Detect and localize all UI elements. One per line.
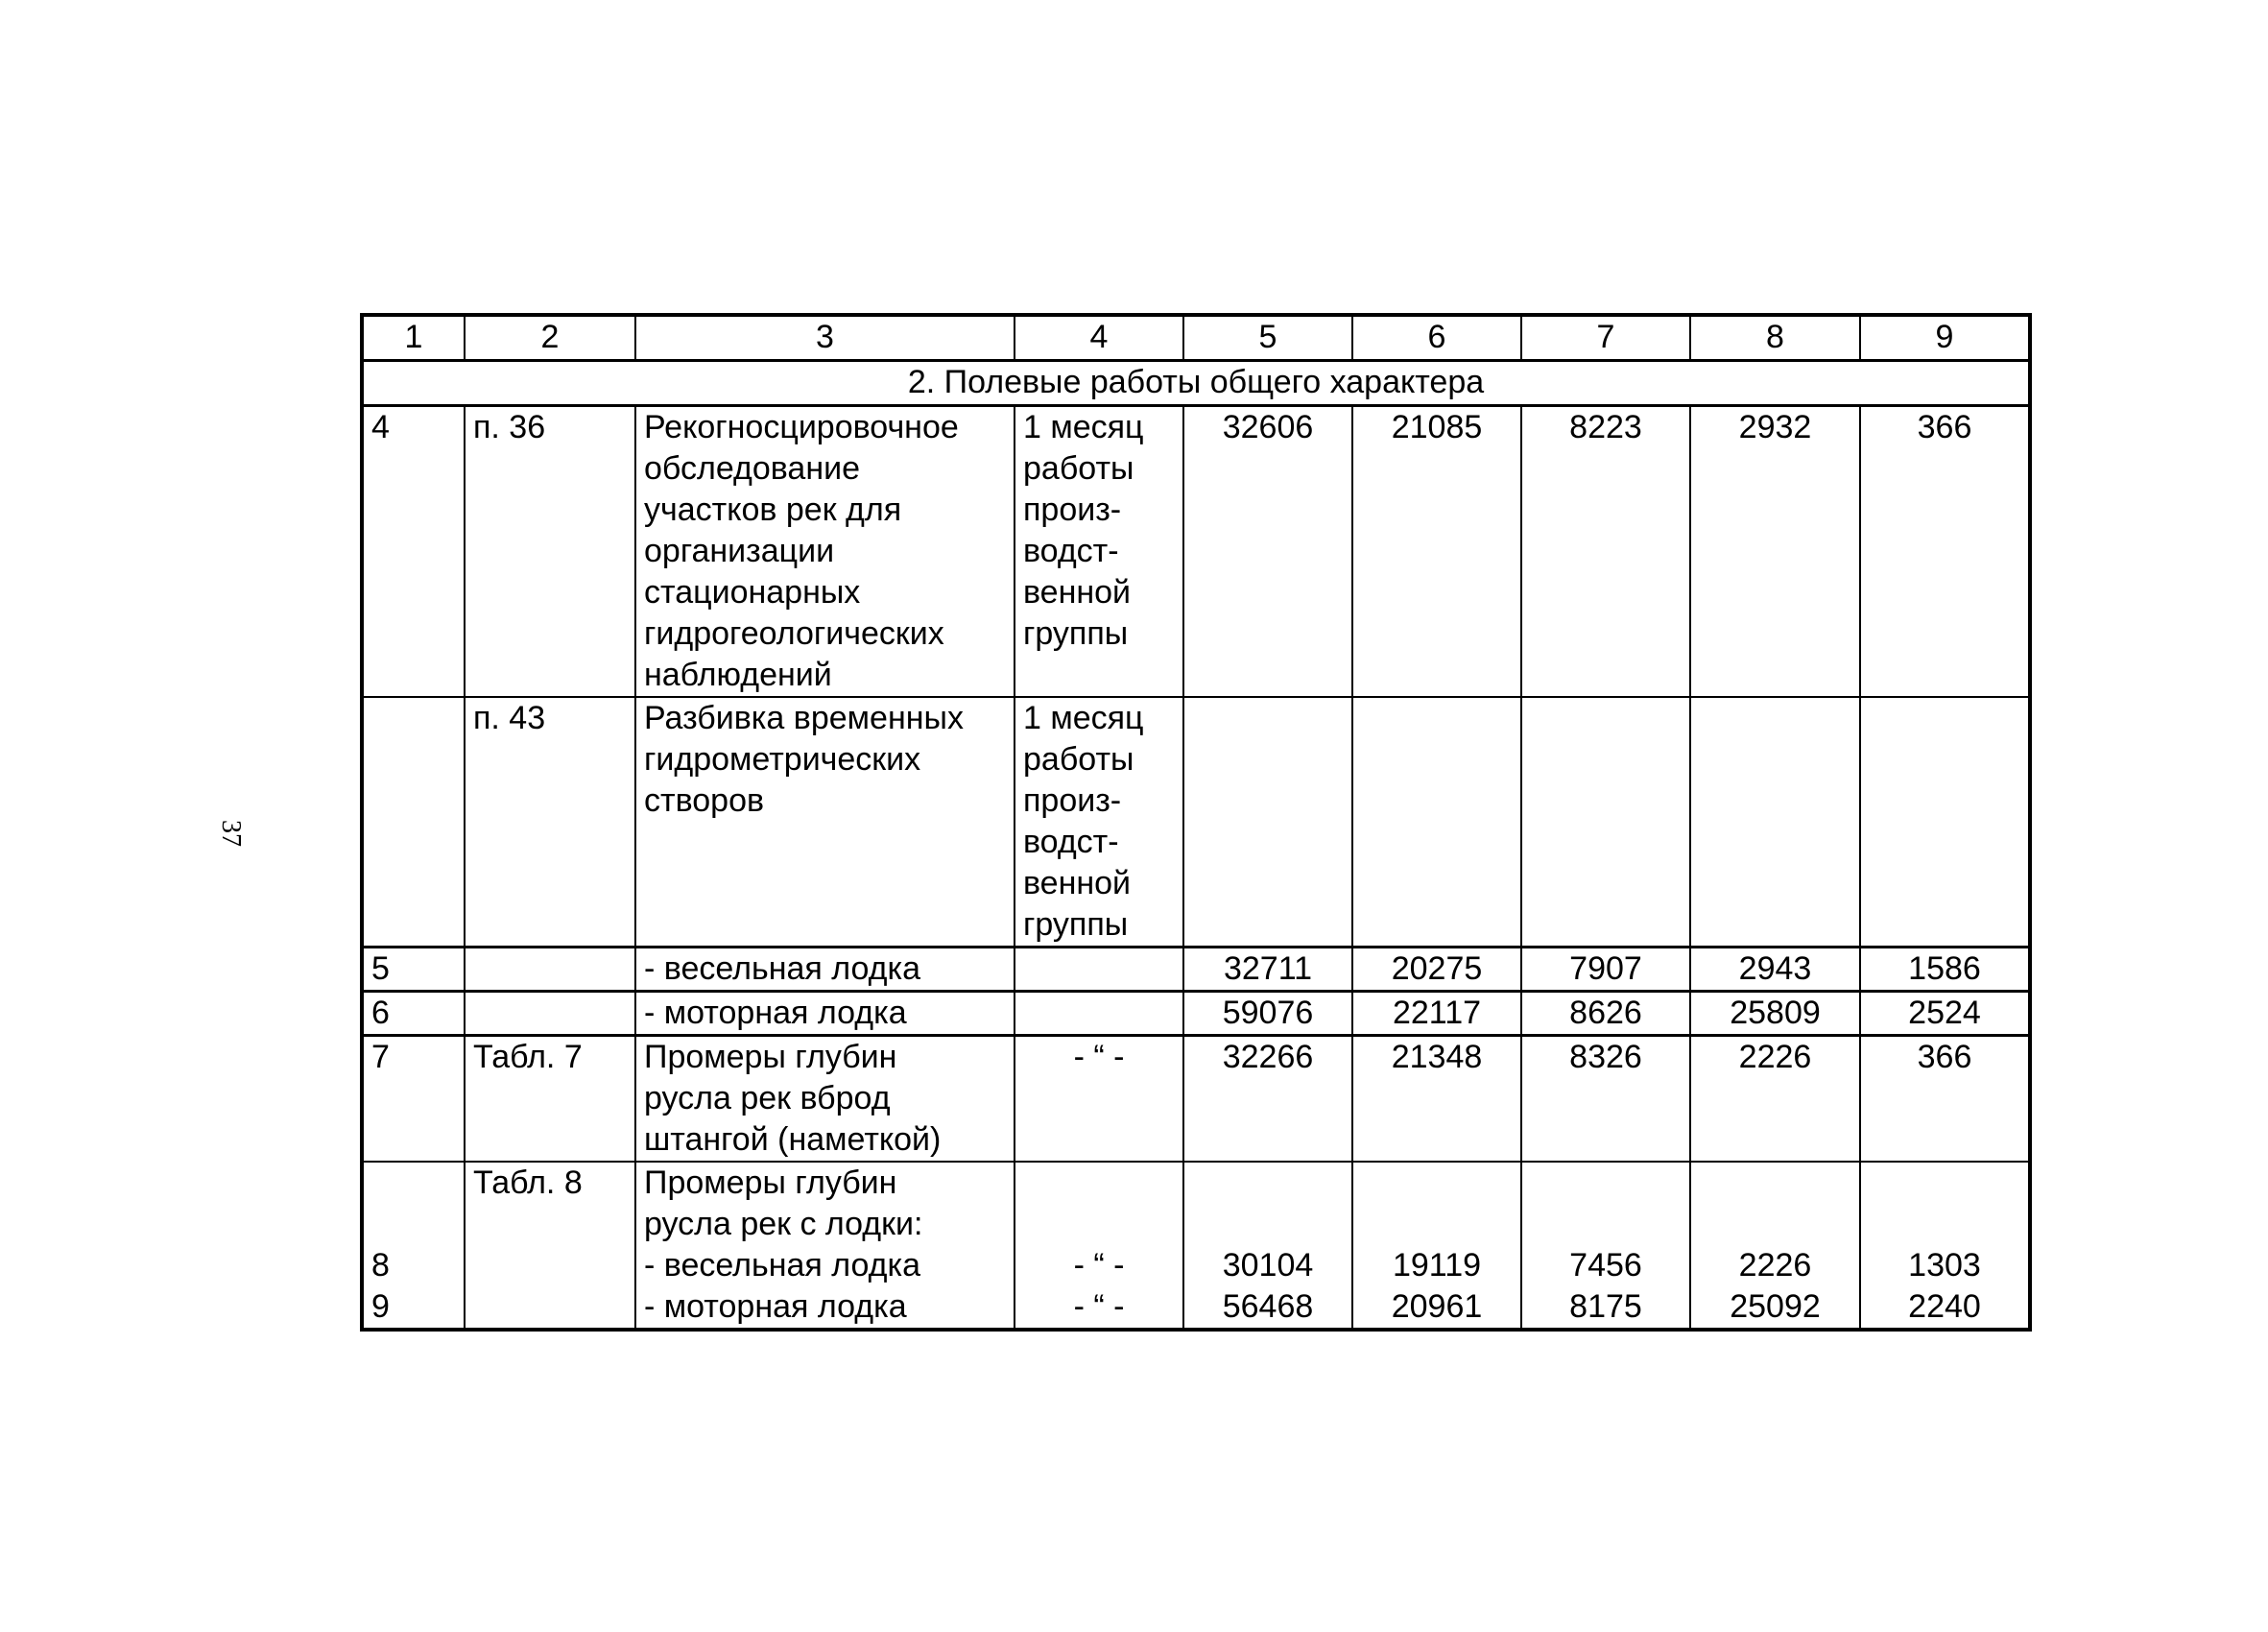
row-unit xyxy=(1015,948,1183,992)
row-unit: - “ - xyxy=(1015,1036,1183,1163)
row-reference: Табл. 7 xyxy=(465,1036,635,1163)
row-description: Промеры глубин русла рек с лодки: - весельная лодка - моторная лодка xyxy=(635,1162,1015,1330)
column-header: 7 xyxy=(1521,315,1690,361)
row-number xyxy=(362,697,465,948)
table-row xyxy=(362,1036,2030,1163)
value-cell: 7907 xyxy=(1521,948,1690,992)
value-cell: 25809 xyxy=(1690,992,1860,1036)
row-reference: п. 43 xyxy=(465,697,635,948)
row-description: Рекогносцировочное обследование участков рек для организации стационарных гидрогеологических наблюдений xyxy=(635,406,1015,698)
value-cell: 22117 xyxy=(1352,992,1521,1036)
row-number: 8 9 xyxy=(362,1162,465,1330)
value-cell: 20275 xyxy=(1352,948,1521,992)
value-cell: 30104 56468 xyxy=(1183,1162,1352,1330)
row-description: Разбивка временных гидрометрических створов xyxy=(635,697,1015,948)
row-unit xyxy=(1015,992,1183,1036)
row-unit: 1 месяц работы произ- водст- венной группы xyxy=(1015,697,1183,948)
column-header: 1 xyxy=(362,315,465,361)
value-cell: 2524 xyxy=(1860,992,2030,1036)
row-description: Промеры глубин русла рек вброд штангой (наметкой) xyxy=(635,1036,1015,1163)
row-reference xyxy=(465,992,635,1036)
value-cell: 21085 xyxy=(1352,406,1521,698)
data-table xyxy=(360,313,2032,1332)
section-title-row xyxy=(362,361,2030,406)
column-header: 3 xyxy=(635,315,1015,361)
table-row xyxy=(362,697,2030,948)
value-cell: 8223 xyxy=(1521,406,1690,698)
row-reference xyxy=(465,948,635,992)
column-header-row xyxy=(362,315,2030,361)
row-unit: - “ - - “ - xyxy=(1015,1162,1183,1330)
table-row xyxy=(362,992,2030,1036)
value-cell xyxy=(1352,697,1521,948)
value-cell: 32711 xyxy=(1183,948,1352,992)
row-unit: 1 месяц работы произ- водст- венной группы xyxy=(1015,406,1183,698)
value-cell: 2226 xyxy=(1690,1036,1860,1163)
column-header: 4 xyxy=(1015,315,1183,361)
value-cell: 366 xyxy=(1860,406,2030,698)
page-number: 37 xyxy=(216,820,246,847)
column-header: 6 xyxy=(1352,315,1521,361)
value-cell xyxy=(1183,697,1352,948)
value-cell: 8326 xyxy=(1521,1036,1690,1163)
row-number: 5 xyxy=(362,948,465,992)
table-row xyxy=(362,948,2030,992)
value-cell: 1586 xyxy=(1860,948,2030,992)
section-title: 2. Полевые работы общего характера xyxy=(362,361,2030,406)
value-cell xyxy=(1690,697,1860,948)
value-cell: 21348 xyxy=(1352,1036,1521,1163)
column-header: 9 xyxy=(1860,315,2030,361)
row-number: 4 xyxy=(362,406,465,698)
row-description: - моторная лодка xyxy=(635,992,1015,1036)
value-cell xyxy=(1860,697,2030,948)
value-cell: 32606 xyxy=(1183,406,1352,698)
row-reference: Табл. 8 xyxy=(465,1162,635,1330)
table-row xyxy=(362,1162,2030,1330)
row-description: - весельная лодка xyxy=(635,948,1015,992)
column-header: 8 xyxy=(1690,315,1860,361)
table-row xyxy=(362,406,2030,698)
value-cell: 2226 25092 xyxy=(1690,1162,1860,1330)
value-cell: 2932 xyxy=(1690,406,1860,698)
value-cell: 7456 8175 xyxy=(1521,1162,1690,1330)
value-cell: 59076 xyxy=(1183,992,1352,1036)
value-cell: 8626 xyxy=(1521,992,1690,1036)
value-cell: 2943 xyxy=(1690,948,1860,992)
row-number: 7 xyxy=(362,1036,465,1163)
value-cell xyxy=(1521,697,1690,948)
value-cell: 366 xyxy=(1860,1036,2030,1163)
row-reference: п. 36 xyxy=(465,406,635,698)
value-cell: 32266 xyxy=(1183,1036,1352,1163)
value-cell: 1303 2240 xyxy=(1860,1162,2030,1330)
value-cell: 19119 20961 xyxy=(1352,1162,1521,1330)
column-header: 2 xyxy=(465,315,635,361)
row-number: 6 xyxy=(362,992,465,1036)
column-header: 5 xyxy=(1183,315,1352,361)
